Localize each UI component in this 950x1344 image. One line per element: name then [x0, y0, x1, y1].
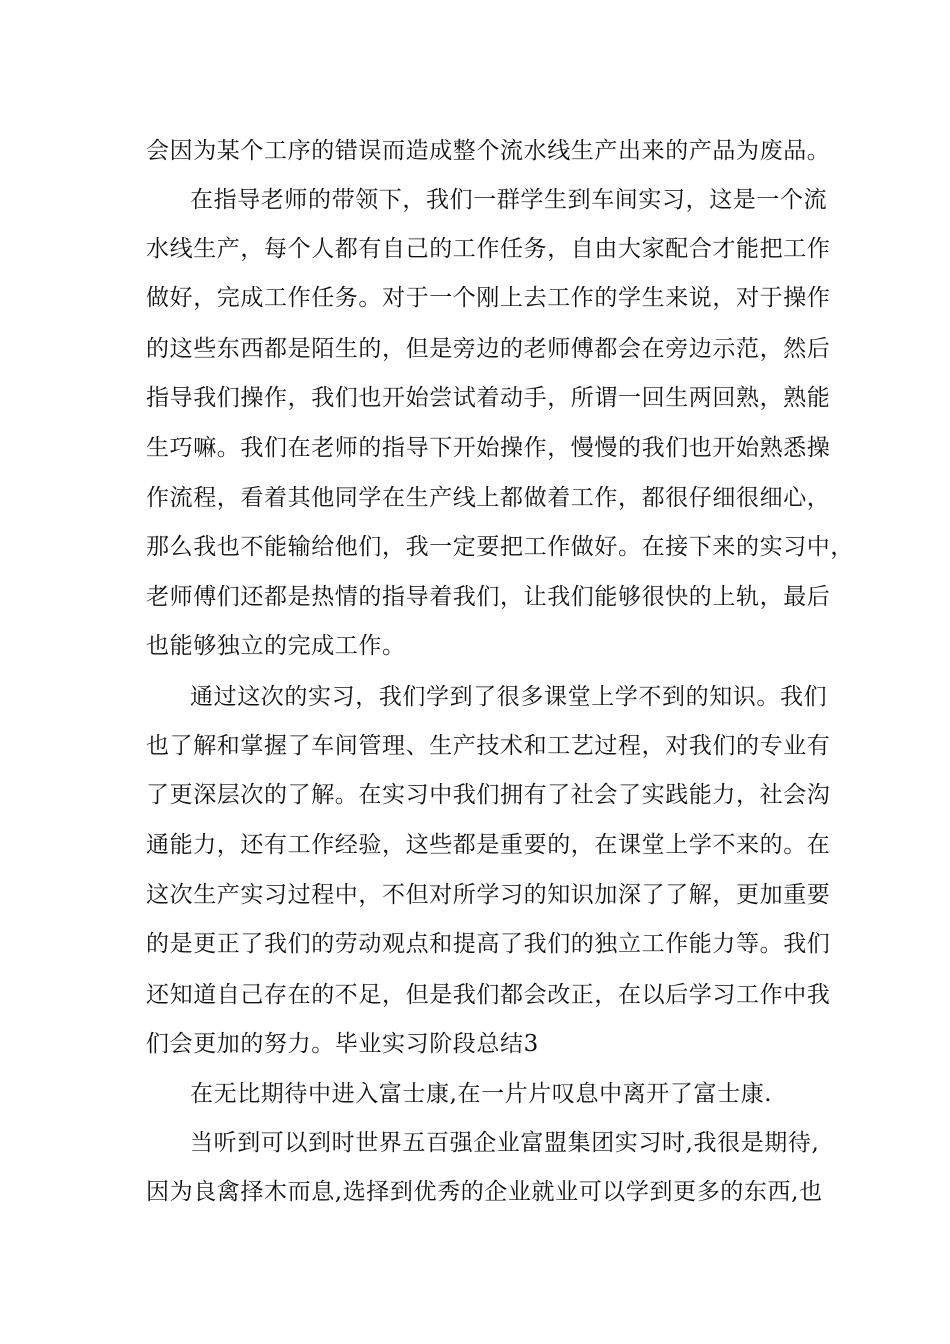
text-line: 也能够独立的完成工作。	[146, 633, 406, 659]
text-line: 会因为某个工序的错误而造成整个流水线生产出来的产品为废品。	[146, 138, 831, 164]
text-line: 因为良禽择木而息,选择到优秀的企业就业可以学到更多的东西,也	[146, 1179, 823, 1205]
text-line: 在指导老师的带领下，我们一群学生到车间实习，这是一个流	[190, 187, 828, 213]
text-line: 做好，完成工作任务。对于一个刚上去工作的学生来说，对于操作	[146, 285, 831, 311]
text-line: 当听到可以到时世界五百强企业富盟集团实习时,我很是期待,	[190, 1130, 820, 1156]
text-line: 这次生产实习过程中，不但对所学习的知识加深了了解，更加重要	[146, 882, 831, 908]
text-line: 通过这次的实习，我们学到了很多课堂上学不到的知识。我们	[190, 684, 828, 710]
text-line: 指导我们操作，我们也开始尝试着动手，所谓一回生两回熟，熟能	[146, 385, 831, 411]
text-line: 们会更加的努力。毕业实习阶段总结3	[146, 1031, 539, 1057]
text-line: 在无比期待中进入富士康,在一片片叹息中离开了富士康.	[190, 1081, 773, 1107]
text-line: 那么我也不能输给他们，我一定要把工作做好。在接下来的实习中，	[146, 534, 854, 560]
text-line: 的是更正了我们的劳动观点和提高了我们的独立工作能力等。我们	[146, 931, 831, 957]
text-line: 还知道自己存在的不足，但是我们都会改正，在以后学习工作中我	[146, 982, 831, 1008]
text-line: 了更深层次的了解。在实习中我们拥有了社会了实践能力，社会沟	[146, 782, 831, 808]
text-line: 的这些东西都是陌生的，但是旁边的老师傅都会在旁边示范，然后	[146, 336, 831, 362]
text-line: 也了解和掌握了车间管理、生产技术和工艺过程，对我们的专业有	[146, 733, 831, 759]
text-line: 生巧嘛。我们在老师的指导下开始操作，慢慢的我们也开始熟悉操	[146, 435, 831, 461]
text-line: 水线生产，每个人都有自己的工作任务，自由大家配合才能把工作	[146, 236, 831, 262]
text-line: 通能力，还有工作经验，这些都是重要的，在课堂上学不来的。在	[146, 832, 831, 858]
text-line: 作流程，看着其他同学在生产线上都做着工作，都很仔细很细心，	[146, 485, 831, 511]
text-line: 老师傅们还都是热情的指导着我们，让我们能够很快的上轨，最后	[146, 584, 831, 610]
